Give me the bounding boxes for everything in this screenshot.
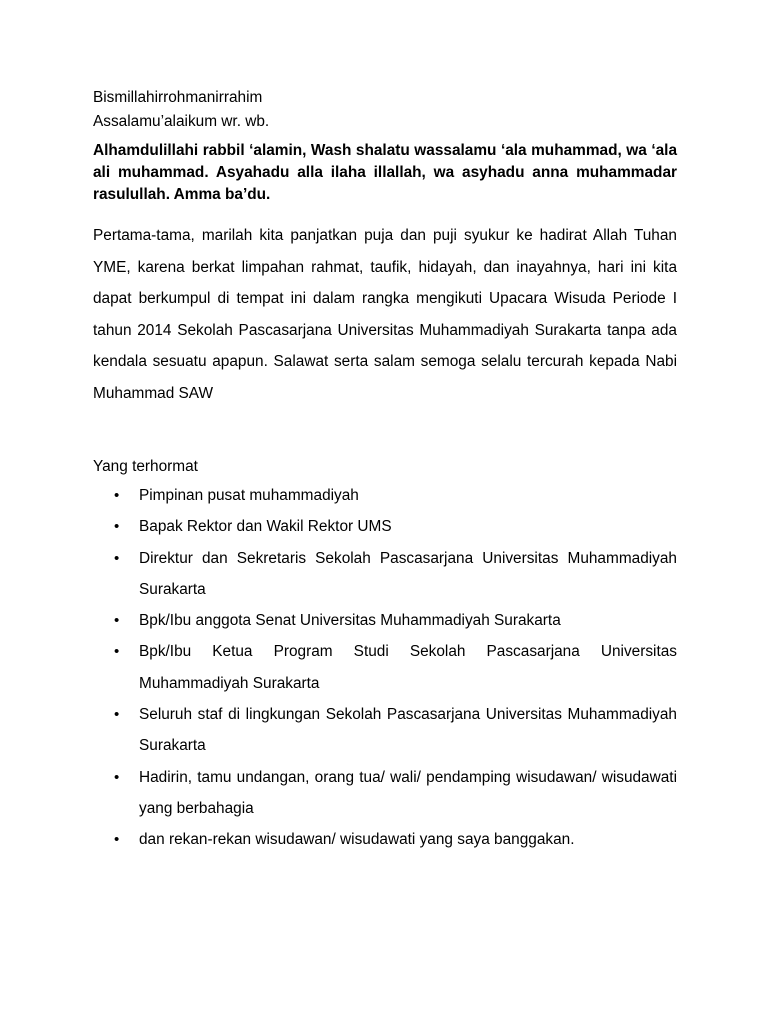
list-item <box>93 762 677 825</box>
opening-bold-paragraph: Alhamdulillahi rabbil ‘alamin, Wash shalatu wassalamu ‘ala muhammad, wa ‘ala ali muhammad. Asyahadu alla ilaha illallah, wa asyhadu anna muhammadar rasulullah. Amma ba’du. <box>93 142 677 203</box>
bullet-icon: • <box>114 518 120 536</box>
list-item <box>93 480 677 511</box>
list-item-text: Seluruh staf di lingkungan Sekolah Pascasarjana Universitas Muhammadiyah Surakarta <box>139 706 677 755</box>
list-item-text: Bpk/Ibu Ketua Program Studi Sekolah Pascasarjana Universitas Muhammadiyah Surakarta <box>139 643 677 692</box>
list-item-text: dan rekan-rekan wisudawan/ wisudawati yang saya banggakan. <box>139 831 575 849</box>
list-item <box>93 699 677 762</box>
list-item-text: Bapak Rektor dan Wakil Rektor UMS <box>139 518 392 536</box>
list-item <box>93 824 677 855</box>
bullet-icon: • <box>114 768 120 786</box>
bullet-icon: • <box>114 549 120 567</box>
list-item-text: Pimpinan pusat muhammadiyah <box>139 487 359 504</box>
bullet-icon: • <box>114 643 120 661</box>
list-item <box>93 605 677 636</box>
document-page <box>93 86 677 856</box>
bullet-icon: • <box>114 487 120 504</box>
list-item-text: Bpk/Ibu anggota Senat Universitas Muhammadiyah Surakarta <box>139 612 561 630</box>
basmalah-line: Bismillahirrohmanirrahim <box>93 89 263 106</box>
list-item <box>93 636 677 699</box>
intro-paragraph: Pertama-tama, marilah kita panjatkan puja dan puji syukur ke hadirat Allah Tuhan YME, karena berkat limpahan rahmat, taufik, hidayah, dan inayahnya, hari ini kita dapat berkumpul di tempat ini dalam rangka mengikuti Upacara Wisuda Periode I tahun 2014 Sekolah Pascasarjana Universitas Muhammadiyah Surakarta tanpa ada kendala sesuatu apapun. Salawat serta salam semoga selalu tercurah kepada Nabi Muhammad SAW <box>93 227 677 402</box>
bullet-icon: • <box>114 612 120 630</box>
bullet-icon: • <box>114 706 120 724</box>
bullet-icon: • <box>114 831 120 849</box>
list-item <box>93 543 677 606</box>
greeting-line: Yang terhormat <box>93 458 198 475</box>
list-item-text: Hadirin, tamu undangan, orang tua/ wali/ pendamping wisudawan/ wisudawati yang berbahagia <box>139 768 677 817</box>
list-item <box>93 511 677 542</box>
list-item-text: Direktur dan Sekretaris Sekolah Pascasarjana Universitas Muhammadiyah Surakarta <box>139 549 677 598</box>
attendee-list <box>93 480 677 856</box>
salam-line: Assalamu’alaikum wr. wb. <box>93 113 270 130</box>
